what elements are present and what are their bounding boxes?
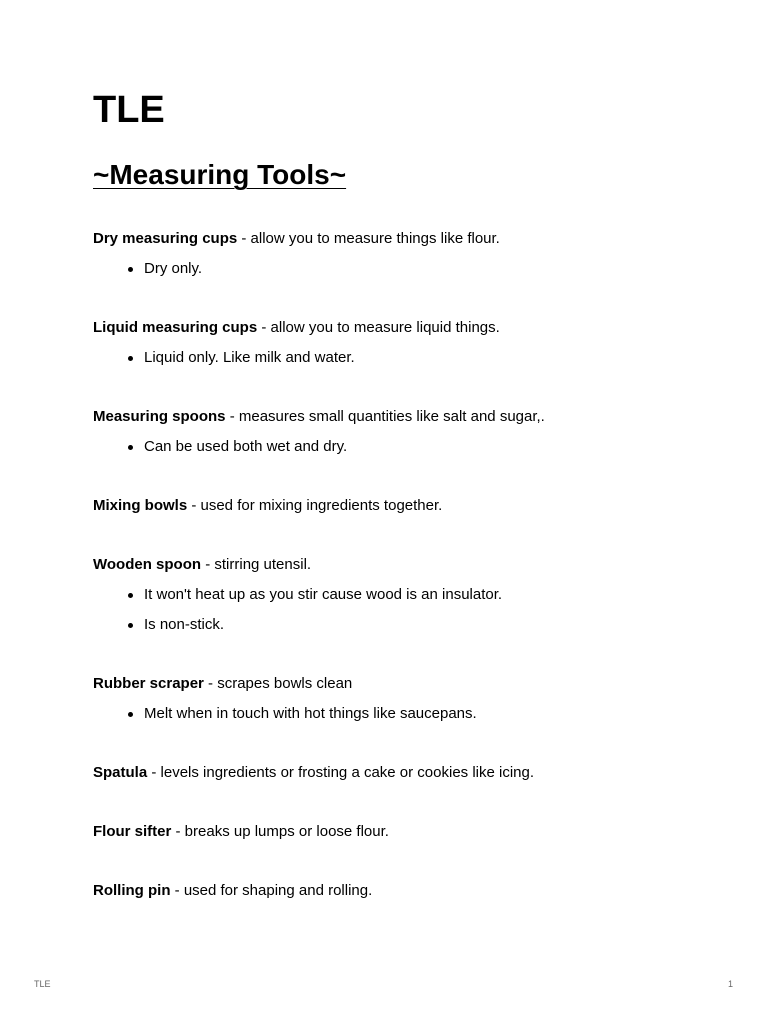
- bullet-dot-icon: [128, 623, 133, 628]
- document-title: TLE: [93, 89, 165, 131]
- footer-page-number: 1: [727, 979, 733, 989]
- entry-description: - breaks up lumps or loose flour.: [171, 823, 389, 840]
- entry-line: [93, 406, 713, 428]
- bullet-text: Can be used both wet and dry.: [144, 438, 348, 455]
- entry-description: - measures small quantities like salt and sugar,.: [225, 408, 545, 425]
- bullet-item: [93, 347, 713, 369]
- bullet-dot-icon: [128, 445, 133, 450]
- entry: [93, 554, 713, 636]
- entry-description: - allow you to measure things like flour.: [237, 230, 500, 247]
- entry-line: [93, 228, 713, 250]
- entry-line: [93, 554, 713, 576]
- entry-term: Rubber scraper: [93, 675, 204, 692]
- entry: [93, 228, 713, 280]
- bullet-text: Melt when in touch with hot things like saucepans.: [144, 705, 477, 722]
- entry-description: - scrapes bowls clean: [203, 675, 353, 692]
- bullet-dot-icon: [128, 593, 133, 598]
- footer-title: TLE: [34, 979, 51, 989]
- entry-line: [93, 762, 713, 784]
- entry-term: Spatula: [93, 764, 148, 781]
- bullet-list: [93, 258, 713, 280]
- entry: [93, 821, 713, 843]
- entry-description: - stirring utensil.: [201, 556, 312, 573]
- entry-term: Dry measuring cups: [93, 230, 238, 247]
- entry-term: Measuring spoons: [93, 408, 226, 425]
- bullet-dot-icon: [128, 356, 133, 361]
- bullet-text: Dry only.: [144, 260, 203, 277]
- section-heading: ~Measuring Tools~: [93, 159, 347, 190]
- bullet-list: [93, 703, 713, 725]
- entry-line: [93, 821, 713, 843]
- entry: [93, 673, 713, 725]
- entry-term: Wooden spoon: [93, 556, 202, 573]
- bullet-item: [93, 703, 713, 725]
- bullet-list: [93, 436, 713, 458]
- entry-description: - allow you to measure liquid things.: [257, 319, 500, 336]
- entry-term: Flour sifter: [93, 823, 172, 840]
- bullet-dot-icon: [128, 267, 133, 272]
- bullet-list: [93, 347, 713, 369]
- bullet-list: [93, 584, 713, 636]
- entry: [93, 495, 713, 517]
- entry: [93, 406, 713, 458]
- entry-description: - used for shaping and rolling.: [170, 882, 373, 899]
- entry-description: - levels ingredients or frosting a cake or cookies like icing.: [147, 764, 535, 781]
- bullet-item: [93, 614, 713, 636]
- bullet-text: Is non-stick.: [144, 616, 225, 633]
- entry-line: [93, 880, 713, 902]
- entry-term: Mixing bowls: [93, 497, 188, 514]
- entry-line: [93, 673, 713, 695]
- entry-term: Rolling pin: [93, 882, 171, 899]
- bullet-dot-icon: [128, 712, 133, 717]
- entry-description: - used for mixing ingredients together.: [187, 497, 443, 514]
- entry: [93, 880, 713, 902]
- bullet-text: Liquid only. Like milk and water.: [144, 349, 355, 366]
- entry: [93, 317, 713, 369]
- entry-line: [93, 495, 713, 517]
- bullet-item: [93, 258, 713, 280]
- entry-term: Liquid measuring cups: [93, 319, 258, 336]
- bullet-item: [93, 584, 713, 606]
- bullet-text: It won't heat up as you stir cause wood is an insulator.: [144, 586, 503, 603]
- entry: [93, 762, 713, 784]
- entry-line: [93, 317, 713, 339]
- entries-list: [93, 228, 713, 902]
- bullet-item: [93, 436, 713, 458]
